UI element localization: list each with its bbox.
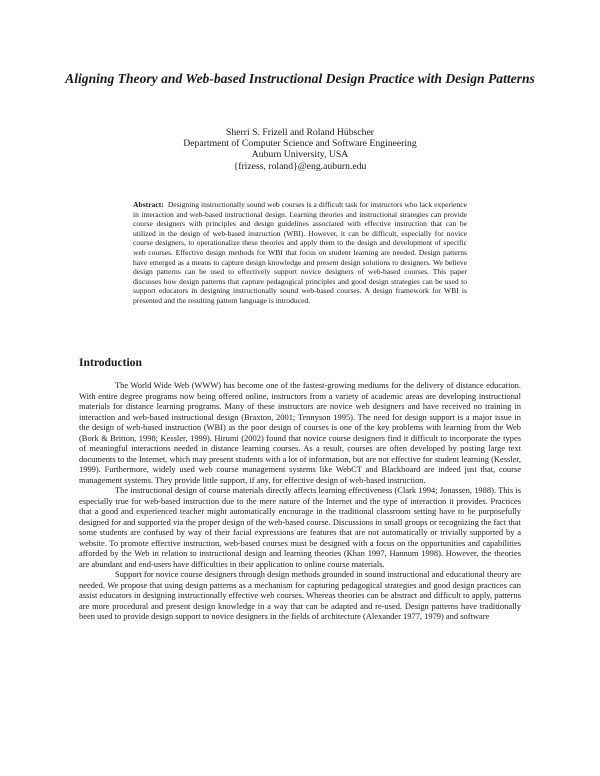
paper-title: Aligning Theory and Web-based Instructional Design Practice with Design Patterns	[65, 71, 535, 86]
introduction-body	[79, 380, 521, 622]
body-paragraph: The World Wide Web (WWW) has become one of the fastest-growing mediums for the delivery of distance education. With entire degree programs now being offered online, instructors from a variety of academic areas are developing instructional materials for distance learning programs. Many of these instructors are novice web designers and have received no training in interaction and web-based instructional design (Braxton, 2001; Tennyson 1995). The need for design support is a major issue in the design of web-based instruction (WBI) as the poor design of courses is one of the key problems with learning from the Web (Bork & Britton, 1998; Kessler, 1999). Hirumi (2002) found that novice course designers find it difficult to incorporate the types of meaningful interactions needed in distance learning courses. As a result, courses are often developed by posting large text documents to the Internet, which may present students with a lot of information, but are not effective for student learning (Kessler, 1999). Furthermore, widely used web course management systems like WebCT and Blackboard are indeed just that, course management systems. They provide little support, if any, for effective design of web-based instruction.	[79, 380, 521, 485]
author-university: Auburn University, USA	[251, 149, 349, 161]
body-paragraph: The instructional design of course materials directly affects learning effectiveness (Clark 1994; Jonassen, 1988). This is especially true for web-based instruction due to the mere nature of the Internet and the type of interaction it provides. Practices that a good and experienced teacher might automatically encourage in the traditional classroom setting have to be purposefully designed for and supported via the proper design of the web-based course. Discussions in small groups or recognizing the fact that some students are confused by way of their facial expressions are features that are not automatically or trivially supported by a website. To promote effective instruction, web-based courses must be designed with a focus on the opportunities and capabilities afforded by the Web in relation to instructional design and learning theories (Khan 1997, Hannum 1998). However, the theories are abundant and end-users have difficulties in their application to online course materials.	[79, 485, 521, 569]
body-paragraph: Support for novice course designers through design methods grounded in sound instructional and educational theory are needed. We propose that using design patterns as a mechanism for capturing pedagogical strategies and good design practices can assist educators in designing instructionally effective web courses. Whereas theories can be abstract and difficult to apply, patterns are more procedural and present design knowledge in a way that can be adapted and re-used. Design patterns have traditionally been used to provide design support to novice designers in the fields of architecture (Alexander 1977, 1979) and software	[79, 569, 521, 621]
author-email: {frizess, roland}@eng.auburn.edu	[233, 160, 367, 172]
abstract-label: Abstract:	[133, 200, 164, 209]
abstract	[133, 200, 467, 306]
author-names: Sherri S. Frizell and Roland Hübscher	[226, 127, 374, 138]
section-heading-introduction: Introduction	[79, 356, 142, 369]
abstract-text: Designing instructionally sound web courses is a difficult task for instructors who lack experience in interaction and web-based instructional design. Learning theories and instructional strategies can provide course designers with principles and design guidelines associated with effective instruction that can be utilized in the design of web-based instruction (WBI). However, it can be difficult, especially for novice course designers, to operationalize these theories and apply them to the design and development of specific web courses. Effective design methods for WBI that focus on student learning are needed. Design patterns have emerged as a means to capture design knowledge and present design solutions to designers. We believe design patterns can be used to effectively support novice designers of web-based courses. This paper discusses how design patterns that capture pedagogical principles and good design strategies can be used to support educators in designing instructionally sound web-based courses. A design framework for WBI is presented and the resulting pattern language is introduced.	[133, 200, 468, 305]
author-block	[100, 127, 500, 172]
author-affiliation: Department of Computer Science and Software Engineering	[183, 138, 417, 150]
